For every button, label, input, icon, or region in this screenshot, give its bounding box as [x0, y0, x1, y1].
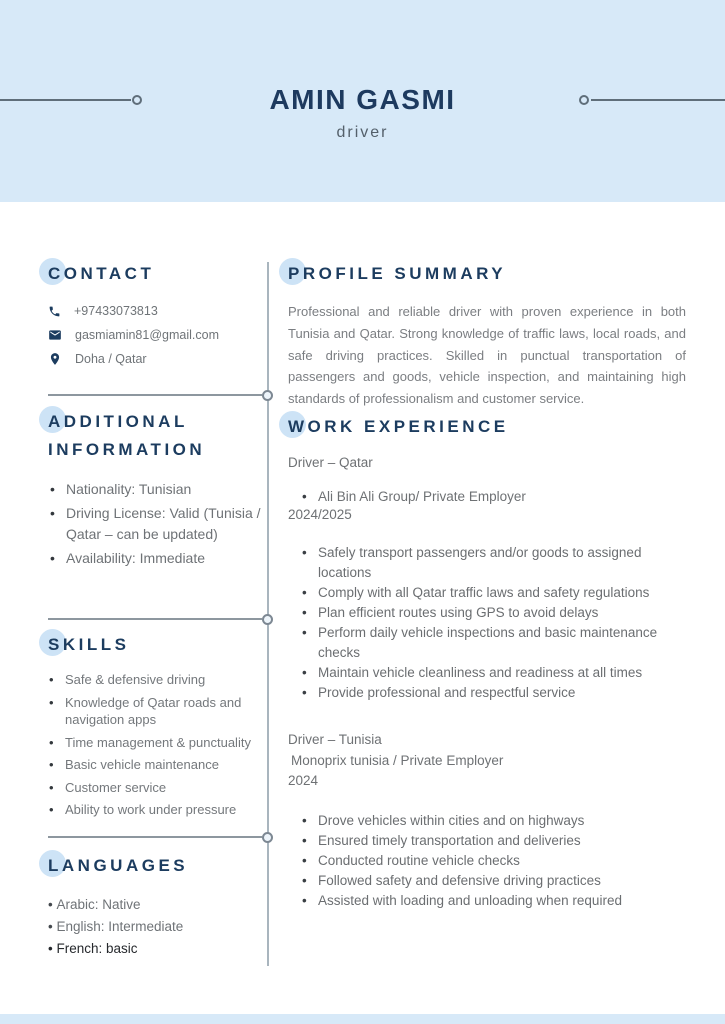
list-item: • Customer service	[48, 779, 262, 797]
list-item: • Assisted with loading and unloading when required	[288, 891, 686, 911]
job-employer-qatar: • Ali Bin Ali Group/ Private Employer	[288, 489, 686, 504]
languages-list	[48, 894, 262, 960]
work-experience-heading: WORK EXPERIENCE	[288, 413, 686, 441]
list-item: • Provide professional and respectful service	[288, 683, 686, 703]
skills-heading: SKILLS	[48, 631, 262, 659]
list-item: • English: Intermediate	[48, 916, 262, 938]
list-item: • Knowledge of Qatar roads and navigation apps	[48, 694, 262, 729]
list-item: • Basic vehicle maintenance	[48, 756, 262, 774]
profile-summary-section	[288, 260, 686, 410]
list-item: • Availability: Immediate	[48, 548, 262, 569]
contact-item-email	[48, 328, 262, 342]
list-item: • Safe & defensive driving	[48, 671, 262, 689]
job-dates-qatar: 2024/2025	[288, 507, 352, 522]
list-item: • Safely transport passengers and/or goods to assigned locations	[288, 543, 686, 583]
profile-summary-heading: PROFILE SUMMARY	[288, 260, 686, 288]
list-item: • Nationality: Tunisian	[48, 479, 262, 500]
job-duties-tunisia	[288, 811, 686, 911]
work-experience-section	[288, 413, 686, 911]
contact-phone-value: +97433073813	[74, 304, 158, 318]
separator-node-circle	[262, 832, 273, 843]
section-separator	[48, 394, 262, 396]
contact-list	[48, 304, 262, 366]
list-item: • Followed safety and defensive driving practices	[288, 871, 686, 891]
profile-summary-text: Professional and reliable driver with proven experience in both Tunisia and Qatar. Strong knowledge of traffic laws, local roads, and safe driving practices. Skilled in punctual transportation of passengers and goods, vehicle inspection, and maintaining high standards of professionalism and customer service.	[288, 304, 686, 407]
section-separator	[48, 618, 262, 620]
list-item: • Driving License: Valid (Tunisia / Qatar – can be updated)	[48, 503, 262, 545]
job-header-tunisia	[288, 730, 686, 792]
additional-information-heading: ADDITIONAL INFORMATION	[48, 408, 262, 464]
phone-icon	[48, 305, 61, 318]
footer-band	[0, 1014, 725, 1024]
separator-node-circle	[262, 614, 273, 625]
list-item: • Arabic: Native	[48, 894, 262, 916]
list-item: • French: basic	[48, 938, 262, 960]
separator-node-circle	[262, 390, 273, 401]
candidate-job-title: driver	[336, 124, 389, 141]
job-role-tunisia: Driver – Tunisia	[288, 732, 382, 747]
candidate-name: AMIN GASMI	[269, 84, 456, 115]
section-separator	[48, 836, 262, 838]
job-employer-tunisia: Monoprix tunisia / Private Employer	[291, 752, 504, 768]
job-role-qatar: Driver – Qatar	[288, 455, 373, 470]
additional-information-section	[48, 408, 262, 572]
languages-heading: LANGUAGES	[48, 852, 262, 880]
contact-section	[48, 260, 262, 376]
list-item: • Ability to work under pressure	[48, 801, 262, 819]
email-icon	[48, 328, 62, 342]
contact-item-phone	[48, 304, 262, 318]
languages-section	[48, 852, 262, 960]
list-item: • Conducted routine vehicle checks	[288, 851, 686, 871]
contact-location-value: Doha / Qatar	[75, 352, 147, 366]
job-duties-qatar	[288, 543, 686, 703]
location-icon	[48, 352, 62, 366]
list-item: • Maintain vehicle cleanliness and readiness at all times	[288, 663, 686, 683]
list-item: • Ensured timely transportation and deliveries	[288, 831, 686, 851]
skills-section	[48, 631, 262, 824]
list-item: • Time management & punctuality	[48, 734, 262, 752]
list-item: • Plan efficient routes using GPS to avoid delays	[288, 603, 686, 623]
additional-information-list	[48, 479, 262, 569]
header-band	[0, 0, 725, 202]
contact-email-value: gasmiamin81@gmail.com	[75, 328, 219, 342]
list-item: • Drove vehicles within cities and on highways	[288, 811, 686, 831]
list-item: • Perform daily vehicle inspections and basic maintenance checks	[288, 623, 686, 663]
job-dates-tunisia: 2024	[288, 773, 319, 788]
contact-item-location	[48, 352, 262, 366]
contact-heading: CONTACT	[48, 260, 262, 288]
skills-list	[48, 671, 262, 819]
list-item: • Comply with all Qatar traffic laws and safety regulations	[288, 583, 686, 603]
